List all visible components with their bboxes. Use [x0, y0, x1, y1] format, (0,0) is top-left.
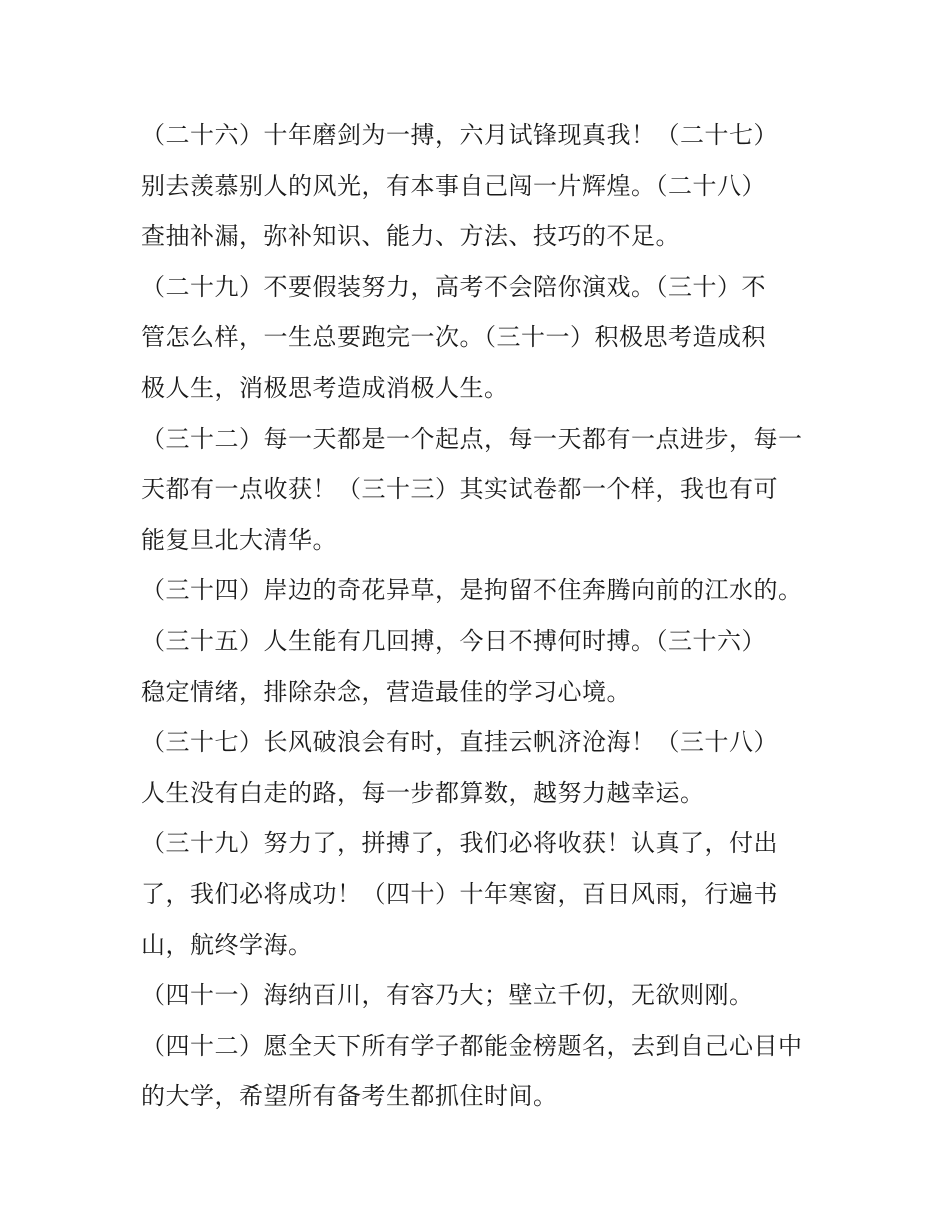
text-line: （二十九）不要假装努力，高考不会陪你演戏。（三十）不	[141, 272, 766, 301]
paragraph-42	[141, 1021, 821, 1122]
text-line: 山，航终学海。	[141, 930, 313, 959]
text-line: （二十六）十年磨剑为一搏，六月试锋现真我！（二十七）	[141, 121, 778, 149]
text-line: （三十五）人生能有几回搏，今日不搏何时搏。（三十六）	[141, 626, 766, 655]
text-line: （四十二）愿全天下所有学子都能金榜题名，去到自己心目中	[141, 1031, 803, 1060]
text-line: 能复旦北大清华。	[141, 525, 337, 554]
text-line: （四十一）海纳百川，有容乃大；壁立千仞，无欲则刚。	[141, 981, 754, 1010]
text-line: 别去羡慕别人的风光，有本事自己闯一片辉煌。（二十八）	[141, 171, 766, 200]
document-body	[141, 110, 821, 1122]
paragraph-26-28	[141, 110, 821, 262]
text-line: 稳定情绪，排除杂念，营造最佳的学习心境。	[141, 677, 631, 706]
text-line: 天都有一点收获！（三十三）其实试卷都一个样，我也有可	[141, 475, 778, 504]
text-line: （三十七）长风破浪会有时，直挂云帆济沧海！（三十八）	[141, 728, 778, 757]
text-line: 管怎么样，一生总要跑完一次。（三十一）积极思考造成积	[141, 323, 766, 352]
paragraph-32-33	[141, 414, 821, 566]
text-line: （三十九）努力了，拼搏了，我们必将收获！认真了，付出	[141, 829, 778, 858]
text-line: 查抽补漏，弥补知识、能力、方法、技巧的不足。	[141, 222, 680, 251]
text-line: 的大学，希望所有备考生都抓住时间。	[141, 1082, 558, 1111]
paragraph-34	[141, 565, 821, 616]
text-line: （三十四）岸边的奇花异草，是拘留不住奔腾向前的江水的。	[141, 576, 803, 605]
paragraph-41	[141, 970, 821, 1021]
paragraph-29-31	[141, 262, 821, 414]
paragraph-39-40	[141, 818, 821, 970]
paragraph-35-36	[141, 616, 821, 717]
text-line: 极人生，消极思考造成消极人生。	[141, 373, 509, 402]
text-line: 了，我们必将成功！（四十）十年寒窗，百日风雨，行遍书	[141, 879, 778, 908]
paragraph-37-38	[141, 717, 821, 818]
text-line: （三十二）每一天都是一个起点，每一天都有一点进步，每一	[141, 424, 803, 453]
text-line: 人生没有白走的路，每一步都算数，越努力越幸运。	[141, 778, 705, 807]
